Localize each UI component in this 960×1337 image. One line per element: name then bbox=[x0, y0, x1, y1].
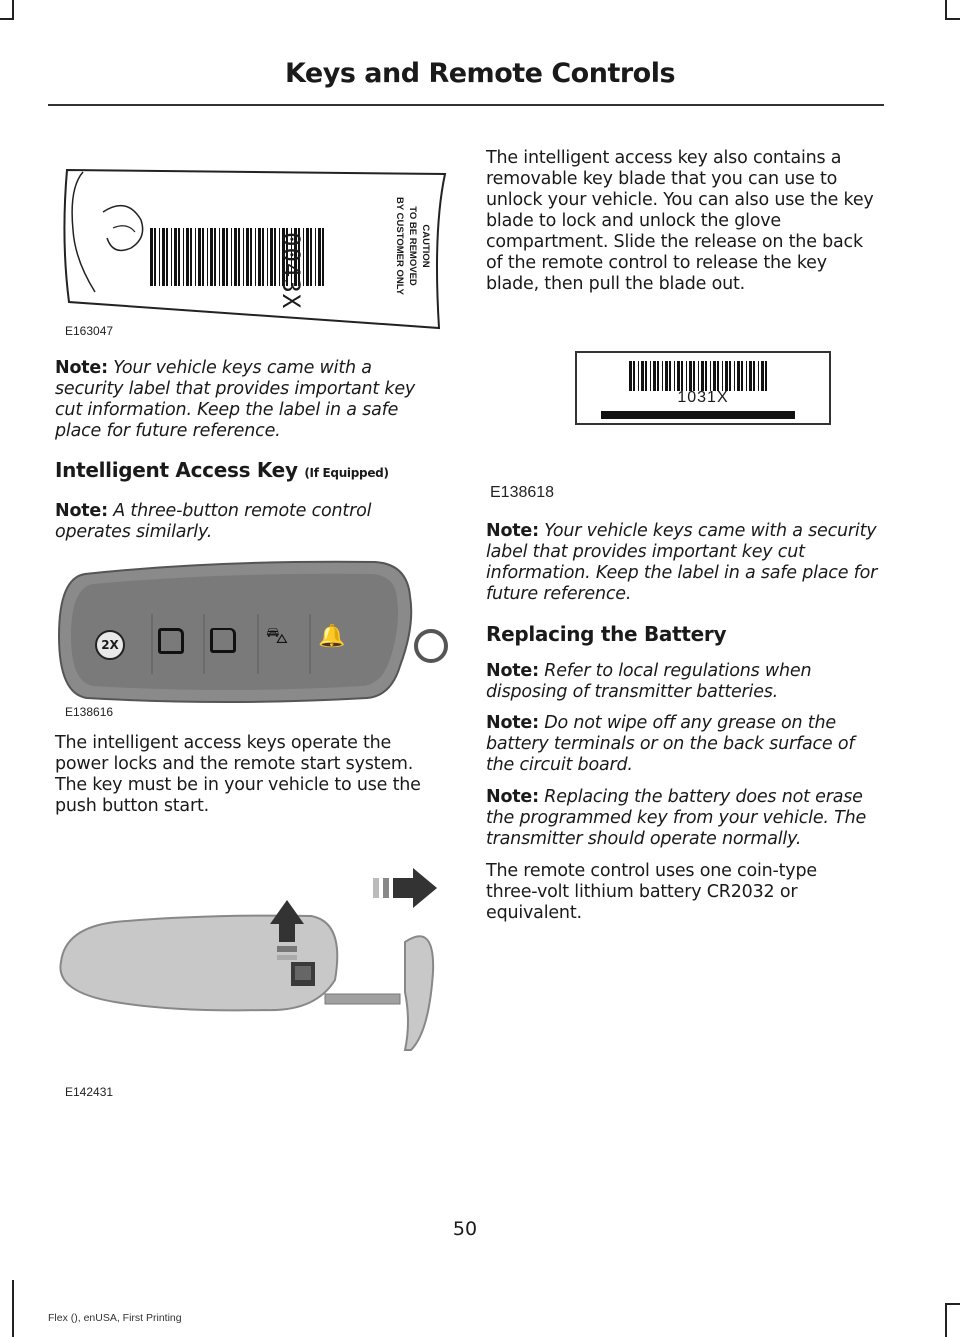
barcode-bar bbox=[729, 361, 731, 391]
note-text: Your vehicle keys came with a security label that provides important key cut information. Keep the label in a safe place for future reference. bbox=[55, 358, 416, 441]
barcode-bar bbox=[758, 361, 759, 391]
barcode-bar bbox=[250, 228, 252, 286]
barcode-bar bbox=[662, 361, 663, 391]
barcode-bar bbox=[765, 361, 767, 391]
section-heading-replacing-battery: Replacing the Battery bbox=[486, 622, 727, 646]
barcode-bar bbox=[186, 228, 189, 286]
barcode-bar bbox=[653, 361, 656, 391]
caution-line: CAUTION bbox=[420, 224, 431, 268]
barcode-bar bbox=[705, 361, 707, 391]
barcode-bar bbox=[674, 361, 675, 391]
barcode-bar bbox=[159, 228, 160, 286]
barcode-bar bbox=[645, 361, 647, 391]
barcode-bar bbox=[267, 228, 268, 286]
note-battery-erase bbox=[486, 787, 881, 850]
barcode-bar bbox=[710, 361, 711, 391]
note-security-label bbox=[486, 521, 881, 605]
footer-print-info: Flex (), enUSA, First Printing bbox=[48, 1312, 182, 1324]
barcode-bar bbox=[255, 228, 256, 286]
barcode-bar bbox=[198, 228, 201, 286]
header-divider bbox=[48, 104, 884, 106]
barcode-bar bbox=[698, 361, 699, 391]
barcode-bar bbox=[713, 361, 716, 391]
barcode-illustration bbox=[577, 353, 829, 423]
barcode-bar bbox=[162, 228, 165, 286]
barcode-bar bbox=[669, 361, 671, 391]
crop-mark bbox=[945, 18, 960, 20]
crop-mark bbox=[12, 0, 14, 20]
barcode-bar bbox=[270, 228, 273, 286]
key-blade-illustration bbox=[55, 862, 445, 1057]
liftgate-icon: ⛍ bbox=[265, 624, 289, 649]
barcode-bar bbox=[166, 228, 168, 286]
barcode-bar bbox=[214, 228, 216, 286]
barcode-bar bbox=[318, 228, 321, 286]
barcode-bar bbox=[306, 228, 309, 286]
barcode-bar bbox=[737, 361, 740, 391]
barcode-bar bbox=[677, 361, 680, 391]
barcode-bar bbox=[226, 228, 228, 286]
barcode-bar bbox=[322, 228, 324, 286]
note-disposing-batteries bbox=[486, 661, 881, 703]
barcode-bar bbox=[243, 228, 244, 286]
remote-start-icon: 2X bbox=[95, 630, 125, 660]
figure-code: E163047 bbox=[65, 324, 114, 338]
note-security-label bbox=[55, 358, 435, 442]
barcode-bar bbox=[689, 361, 692, 391]
barcode-label-figure bbox=[575, 351, 831, 425]
barcode-bar bbox=[761, 361, 764, 391]
barcode-bar bbox=[246, 228, 249, 286]
note-label: Note: bbox=[55, 501, 108, 521]
barcode-bar bbox=[231, 228, 232, 286]
crop-mark bbox=[945, 0, 947, 20]
barcode-bar bbox=[722, 361, 723, 391]
barcode-bar bbox=[725, 361, 728, 391]
note-grease-terminals bbox=[486, 713, 881, 776]
barcode-bar bbox=[641, 361, 644, 391]
barcode-bar bbox=[174, 228, 177, 286]
crop-mark bbox=[0, 18, 14, 20]
barcode-bar bbox=[234, 228, 237, 286]
note-text: Refer to local regulations when disposing of transmitter batteries. bbox=[486, 661, 812, 702]
note-label: Note: bbox=[55, 358, 108, 378]
barcode-bar bbox=[686, 361, 687, 391]
barcode-bar bbox=[629, 361, 632, 391]
barcode-bar bbox=[207, 228, 208, 286]
paragraph-battery-type: The remote control uses one coin-type three-volt lithium battery CR2032 or equivalent. bbox=[486, 861, 817, 923]
barcode-bar bbox=[701, 361, 704, 391]
caution-text bbox=[393, 196, 432, 296]
security-label-number: 0043X bbox=[277, 232, 305, 310]
barcode-bar bbox=[633, 361, 635, 391]
heading-text: Intelligent Access Key bbox=[55, 458, 298, 482]
note-text: Replacing the battery does not erase the programmed key from your vehicle. The transmitter should operate normally. bbox=[486, 787, 867, 849]
heading-qualifier: (If Equipped) bbox=[304, 466, 389, 480]
note-label: Note: bbox=[486, 661, 539, 681]
barcode-bar bbox=[734, 361, 735, 391]
barcode-bar bbox=[202, 228, 204, 286]
barcode-bar bbox=[657, 361, 659, 391]
barcode-bar bbox=[717, 361, 719, 391]
note-text: Your vehicle keys came with a security label that provides important key cut information. Keep the label in a safe place for future reference. bbox=[486, 521, 878, 604]
barcode-bar bbox=[150, 228, 153, 286]
crop-mark bbox=[945, 1303, 960, 1305]
barcode-bar bbox=[219, 228, 220, 286]
lock-icon bbox=[158, 628, 184, 654]
figure-code: E142431 bbox=[65, 1085, 114, 1099]
barcode-bar bbox=[183, 228, 184, 286]
barcode-bar bbox=[753, 361, 755, 391]
page-title: Keys and Remote Controls bbox=[284, 58, 676, 89]
note-label: Note: bbox=[486, 521, 539, 541]
barcode-bar bbox=[749, 361, 752, 391]
paragraph-key-blade: The intelligent access key also contains a removable key blade that you can use to unlock your vehicle. You can also use the key blade to lock and unlock the glove compartment. Slide the release on the back of the remote control to release the key blade, then pull the blade out. bbox=[486, 148, 874, 294]
key-blade-figure bbox=[55, 862, 445, 1057]
barcode-bar bbox=[258, 228, 261, 286]
barcode-bar bbox=[315, 228, 316, 286]
barcode-bar bbox=[238, 228, 240, 286]
barcode-bar bbox=[693, 361, 695, 391]
barcode-bar bbox=[178, 228, 180, 286]
security-label-figure bbox=[55, 160, 450, 340]
barcode-bar bbox=[210, 228, 213, 286]
barcode-bar bbox=[665, 361, 668, 391]
figure-code: E138616 bbox=[65, 705, 114, 719]
page-number: 50 bbox=[452, 1218, 478, 1240]
note-label: Note: bbox=[486, 787, 539, 807]
barcode-bar bbox=[171, 228, 172, 286]
crop-mark bbox=[945, 1305, 947, 1337]
barcode-label-number: 1031X bbox=[677, 389, 729, 406]
panic-alarm-icon: 🔔 bbox=[318, 624, 346, 649]
note-text: Do not wipe off any grease on the battery terminals or on the back surface of the circuit board. bbox=[486, 713, 855, 775]
unlock-icon bbox=[210, 628, 236, 653]
figure-code: E138618 bbox=[490, 484, 555, 501]
note-three-button-remote bbox=[55, 501, 435, 543]
caution-line: BY CUSTOMER ONLY bbox=[394, 196, 405, 295]
section-heading-intelligent-access-key bbox=[55, 458, 445, 482]
barcode-bar bbox=[154, 228, 156, 286]
barcode-bar bbox=[274, 228, 276, 286]
barcode-bar bbox=[190, 228, 192, 286]
barcode-bar bbox=[741, 361, 743, 391]
barcode-bar bbox=[262, 228, 264, 286]
paragraph-intelligent-access-keys: The intelligent access keys operate the power locks and the remote start system. The key must be in your vehicle to use the push button start. bbox=[55, 733, 421, 816]
barcode-bar bbox=[638, 361, 639, 391]
barcode-bar bbox=[222, 228, 225, 286]
barcode-bar bbox=[195, 228, 196, 286]
caution-line: TO BE REMOVED bbox=[407, 206, 418, 286]
note-label: Note: bbox=[486, 713, 539, 733]
barcode-bar bbox=[746, 361, 747, 391]
barcode-bar bbox=[681, 361, 683, 391]
barcode-bar bbox=[310, 228, 312, 286]
crop-mark bbox=[12, 1280, 14, 1337]
note-text: A three-button remote control operates similarly. bbox=[55, 501, 372, 542]
security-label-illustration bbox=[55, 160, 450, 340]
barcode-bar bbox=[650, 361, 651, 391]
